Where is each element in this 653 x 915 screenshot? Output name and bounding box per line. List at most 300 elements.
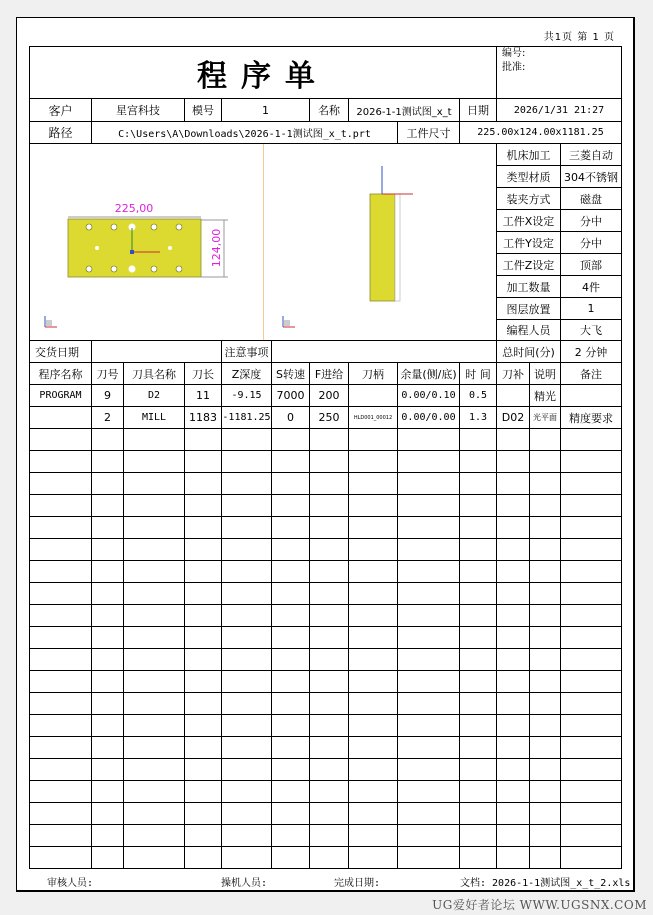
empty-cell[interactable] bbox=[309, 846, 349, 869]
empty-cell[interactable] bbox=[309, 692, 349, 715]
empty-cell[interactable] bbox=[560, 824, 622, 847]
empty-cell[interactable] bbox=[91, 560, 124, 583]
empty-cell[interactable] bbox=[529, 582, 561, 605]
empty-cell[interactable] bbox=[221, 824, 272, 847]
table-cell[interactable]: MILL bbox=[123, 406, 185, 429]
empty-cell[interactable] bbox=[29, 604, 92, 627]
empty-cell[interactable] bbox=[91, 516, 124, 539]
empty-cell[interactable] bbox=[123, 538, 185, 561]
empty-cell[interactable] bbox=[529, 846, 561, 869]
empty-cell[interactable] bbox=[348, 824, 398, 847]
empty-cell[interactable] bbox=[271, 582, 310, 605]
footer-document: 文档: 2026-1-1测试图_x_t_2.xls bbox=[460, 878, 631, 889]
empty-cell[interactable] bbox=[397, 692, 460, 715]
empty-cell[interactable] bbox=[184, 692, 222, 715]
empty-cell[interactable] bbox=[91, 758, 124, 781]
empty-cell[interactable] bbox=[529, 560, 561, 583]
empty-cell[interactable] bbox=[184, 714, 222, 737]
empty-cell[interactable] bbox=[397, 538, 460, 561]
table-cell[interactable]: 0 bbox=[271, 406, 310, 429]
empty-cell[interactable] bbox=[309, 604, 349, 627]
empty-cell[interactable] bbox=[221, 780, 272, 803]
empty-cell[interactable] bbox=[560, 780, 622, 803]
empty-cell[interactable] bbox=[123, 494, 185, 517]
empty-cell[interactable] bbox=[271, 714, 310, 737]
empty-cell[interactable] bbox=[397, 758, 460, 781]
empty-cell[interactable] bbox=[459, 472, 497, 495]
empty-cell[interactable] bbox=[560, 802, 622, 825]
empty-cell[interactable] bbox=[221, 604, 272, 627]
empty-cell[interactable] bbox=[29, 648, 92, 671]
table-cell[interactable]: PROGRAM bbox=[29, 384, 92, 407]
empty-cell[interactable] bbox=[496, 538, 530, 561]
empty-cell[interactable] bbox=[91, 846, 124, 869]
empty-cell[interactable] bbox=[397, 670, 460, 693]
empty-cell[interactable] bbox=[309, 824, 349, 847]
empty-cell[interactable] bbox=[348, 560, 398, 583]
empty-cell[interactable] bbox=[459, 780, 497, 803]
table-cell[interactable]: HLD001_00012 bbox=[348, 406, 398, 429]
empty-cell[interactable] bbox=[271, 472, 310, 495]
empty-cell[interactable] bbox=[529, 780, 561, 803]
empty-cell[interactable] bbox=[529, 472, 561, 495]
empty-cell[interactable] bbox=[348, 846, 398, 869]
empty-cell[interactable] bbox=[560, 846, 622, 869]
empty-cell[interactable] bbox=[560, 714, 622, 737]
empty-cell[interactable] bbox=[221, 582, 272, 605]
table-cell[interactable]: D02 bbox=[496, 406, 530, 429]
empty-cell[interactable] bbox=[560, 736, 622, 759]
empty-cell[interactable] bbox=[29, 538, 92, 561]
empty-cell[interactable] bbox=[560, 670, 622, 693]
empty-cell[interactable] bbox=[397, 824, 460, 847]
empty-cell[interactable] bbox=[560, 538, 622, 561]
empty-cell[interactable] bbox=[348, 692, 398, 715]
empty-cell[interactable] bbox=[123, 802, 185, 825]
empty-cell[interactable] bbox=[91, 450, 124, 473]
empty-cell[interactable] bbox=[221, 560, 272, 583]
empty-cell[interactable] bbox=[529, 824, 561, 847]
empty-cell[interactable] bbox=[271, 692, 310, 715]
empty-cell[interactable] bbox=[348, 428, 398, 451]
empty-cell[interactable] bbox=[29, 824, 92, 847]
empty-cell[interactable] bbox=[184, 846, 222, 869]
empty-cell[interactable] bbox=[459, 626, 497, 649]
empty-cell[interactable] bbox=[560, 758, 622, 781]
empty-cell[interactable] bbox=[123, 582, 185, 605]
empty-cell[interactable] bbox=[496, 648, 530, 671]
empty-cell[interactable] bbox=[91, 626, 124, 649]
table-cell[interactable] bbox=[560, 384, 622, 407]
empty-cell[interactable] bbox=[309, 450, 349, 473]
empty-cell[interactable] bbox=[123, 758, 185, 781]
empty-cell[interactable] bbox=[221, 670, 272, 693]
empty-cell[interactable] bbox=[309, 472, 349, 495]
prop-label: 装夹方式 bbox=[496, 187, 561, 210]
empty-cell[interactable] bbox=[529, 758, 561, 781]
empty-cell[interactable] bbox=[348, 494, 398, 517]
empty-cell[interactable] bbox=[459, 846, 497, 869]
empty-cell[interactable] bbox=[221, 450, 272, 473]
empty-cell[interactable] bbox=[529, 670, 561, 693]
column-header: F进给 bbox=[309, 362, 349, 385]
table-cell[interactable]: 光平面 bbox=[529, 406, 561, 429]
empty-cell[interactable] bbox=[309, 516, 349, 539]
empty-cell[interactable] bbox=[459, 736, 497, 759]
empty-cell[interactable] bbox=[123, 846, 185, 869]
empty-cell[interactable] bbox=[496, 692, 530, 715]
empty-cell[interactable] bbox=[496, 758, 530, 781]
empty-cell[interactable] bbox=[29, 670, 92, 693]
empty-cell[interactable] bbox=[184, 538, 222, 561]
empty-cell[interactable] bbox=[496, 780, 530, 803]
empty-cell[interactable] bbox=[221, 692, 272, 715]
empty-cell[interactable] bbox=[184, 780, 222, 803]
empty-cell[interactable] bbox=[496, 604, 530, 627]
empty-cell[interactable] bbox=[184, 604, 222, 627]
empty-cell[interactable] bbox=[309, 626, 349, 649]
empty-cell[interactable] bbox=[397, 428, 460, 451]
empty-cell[interactable] bbox=[348, 582, 398, 605]
empty-cell[interactable] bbox=[397, 494, 460, 517]
empty-cell[interactable] bbox=[348, 472, 398, 495]
table-cell[interactable] bbox=[348, 384, 398, 407]
empty-cell[interactable] bbox=[459, 824, 497, 847]
empty-cell[interactable] bbox=[459, 494, 497, 517]
empty-cell[interactable] bbox=[184, 560, 222, 583]
empty-cell[interactable] bbox=[184, 824, 222, 847]
empty-cell[interactable] bbox=[348, 516, 398, 539]
empty-cell[interactable] bbox=[397, 560, 460, 583]
page-indicator: 共1页 第 1 页 bbox=[543, 32, 615, 43]
empty-cell[interactable] bbox=[184, 758, 222, 781]
empty-cell[interactable] bbox=[348, 714, 398, 737]
empty-cell[interactable] bbox=[29, 692, 92, 715]
empty-cell[interactable] bbox=[309, 736, 349, 759]
empty-cell[interactable] bbox=[123, 560, 185, 583]
empty-cell[interactable] bbox=[459, 802, 497, 825]
empty-cell[interactable] bbox=[560, 692, 622, 715]
empty-cell[interactable] bbox=[348, 736, 398, 759]
empty-cell[interactable] bbox=[184, 736, 222, 759]
empty-cell[interactable] bbox=[560, 428, 622, 451]
table-cell[interactable]: 7000 bbox=[271, 384, 310, 407]
empty-cell[interactable] bbox=[348, 758, 398, 781]
empty-cell[interactable] bbox=[221, 538, 272, 561]
empty-cell[interactable] bbox=[271, 494, 310, 517]
empty-cell[interactable] bbox=[184, 516, 222, 539]
empty-cell[interactable] bbox=[29, 560, 92, 583]
empty-cell[interactable] bbox=[29, 582, 92, 605]
empty-cell[interactable] bbox=[560, 648, 622, 671]
empty-cell[interactable] bbox=[29, 472, 92, 495]
empty-cell[interactable] bbox=[529, 626, 561, 649]
empty-cell[interactable] bbox=[496, 714, 530, 737]
empty-cell[interactable] bbox=[221, 472, 272, 495]
empty-cell[interactable] bbox=[459, 648, 497, 671]
empty-cell[interactable] bbox=[529, 714, 561, 737]
table-cell[interactable]: 1183 bbox=[184, 406, 222, 429]
empty-cell[interactable] bbox=[459, 538, 497, 561]
axis-triad-right bbox=[283, 316, 295, 327]
drawing-area bbox=[29, 143, 497, 341]
table-cell[interactable]: 精度要求 bbox=[560, 406, 622, 429]
empty-cell[interactable] bbox=[459, 714, 497, 737]
empty-cell[interactable] bbox=[221, 846, 272, 869]
empty-cell[interactable] bbox=[529, 692, 561, 715]
empty-cell[interactable] bbox=[560, 494, 622, 517]
table-cell[interactable] bbox=[496, 384, 530, 407]
empty-cell[interactable] bbox=[184, 494, 222, 517]
empty-cell[interactable] bbox=[459, 560, 497, 583]
empty-cell[interactable] bbox=[271, 626, 310, 649]
empty-cell[interactable] bbox=[397, 846, 460, 869]
empty-cell[interactable] bbox=[221, 714, 272, 737]
empty-cell[interactable] bbox=[529, 494, 561, 517]
empty-cell[interactable] bbox=[221, 516, 272, 539]
empty-cell[interactable] bbox=[271, 846, 310, 869]
empty-cell[interactable] bbox=[29, 758, 92, 781]
empty-cell[interactable] bbox=[123, 428, 185, 451]
empty-cell[interactable] bbox=[397, 626, 460, 649]
empty-cell[interactable] bbox=[496, 824, 530, 847]
empty-cell[interactable] bbox=[123, 648, 185, 671]
name-label: 名称 bbox=[309, 98, 349, 122]
empty-cell[interactable] bbox=[271, 670, 310, 693]
table-cell[interactable]: 0.00/0.00 bbox=[397, 406, 460, 429]
empty-cell[interactable] bbox=[560, 604, 622, 627]
empty-cell[interactable] bbox=[123, 626, 185, 649]
empty-cell[interactable] bbox=[529, 538, 561, 561]
empty-cell[interactable] bbox=[29, 736, 92, 759]
empty-cell[interactable] bbox=[496, 670, 530, 693]
empty-cell[interactable] bbox=[397, 780, 460, 803]
empty-cell[interactable] bbox=[123, 472, 185, 495]
empty-cell[interactable] bbox=[397, 736, 460, 759]
empty-cell[interactable] bbox=[29, 846, 92, 869]
empty-cell[interactable] bbox=[496, 736, 530, 759]
empty-cell[interactable] bbox=[496, 428, 530, 451]
delivery-value[interactable] bbox=[91, 340, 222, 363]
empty-cell[interactable] bbox=[496, 846, 530, 869]
empty-cell[interactable] bbox=[184, 670, 222, 693]
table-cell[interactable]: 0.5 bbox=[459, 384, 497, 407]
empty-cell[interactable] bbox=[29, 714, 92, 737]
empty-cell[interactable] bbox=[91, 714, 124, 737]
empty-cell[interactable] bbox=[184, 802, 222, 825]
empty-cell[interactable] bbox=[529, 604, 561, 627]
empty-cell[interactable] bbox=[123, 824, 185, 847]
empty-cell[interactable] bbox=[348, 538, 398, 561]
empty-cell[interactable] bbox=[348, 802, 398, 825]
empty-cell[interactable] bbox=[184, 626, 222, 649]
empty-cell[interactable] bbox=[560, 450, 622, 473]
empty-cell[interactable] bbox=[496, 450, 530, 473]
empty-cell[interactable] bbox=[529, 802, 561, 825]
empty-cell[interactable] bbox=[309, 714, 349, 737]
table-cell[interactable]: -9.15 bbox=[221, 384, 272, 407]
empty-cell[interactable] bbox=[221, 648, 272, 671]
empty-cell[interactable] bbox=[184, 472, 222, 495]
empty-cell[interactable] bbox=[29, 780, 92, 803]
empty-cell[interactable] bbox=[221, 494, 272, 517]
empty-cell[interactable] bbox=[221, 428, 272, 451]
empty-cell[interactable] bbox=[348, 626, 398, 649]
empty-cell[interactable] bbox=[496, 472, 530, 495]
empty-cell[interactable] bbox=[560, 626, 622, 649]
table-cell[interactable] bbox=[29, 406, 92, 429]
empty-cell[interactable] bbox=[397, 450, 460, 473]
empty-cell[interactable] bbox=[397, 582, 460, 605]
empty-cell[interactable] bbox=[221, 758, 272, 781]
empty-cell[interactable] bbox=[29, 450, 92, 473]
empty-cell[interactable] bbox=[560, 560, 622, 583]
empty-cell[interactable] bbox=[309, 670, 349, 693]
empty-cell[interactable] bbox=[91, 648, 124, 671]
empty-cell[interactable] bbox=[459, 758, 497, 781]
empty-cell[interactable] bbox=[496, 494, 530, 517]
empty-cell[interactable] bbox=[271, 560, 310, 583]
empty-cell[interactable] bbox=[29, 494, 92, 517]
empty-cell[interactable] bbox=[91, 538, 124, 561]
empty-cell[interactable] bbox=[309, 494, 349, 517]
empty-cell[interactable] bbox=[309, 538, 349, 561]
empty-cell[interactable] bbox=[397, 648, 460, 671]
empty-cell[interactable] bbox=[560, 516, 622, 539]
empty-cell[interactable] bbox=[123, 450, 185, 473]
empty-cell[interactable] bbox=[348, 648, 398, 671]
empty-cell[interactable] bbox=[309, 802, 349, 825]
table-cell[interactable]: 250 bbox=[309, 406, 349, 429]
empty-cell[interactable] bbox=[496, 560, 530, 583]
empty-cell[interactable] bbox=[221, 626, 272, 649]
empty-cell[interactable] bbox=[91, 604, 124, 627]
column-header: 刀长 bbox=[184, 362, 222, 385]
empty-cell[interactable] bbox=[123, 736, 185, 759]
empty-cell[interactable] bbox=[91, 736, 124, 759]
empty-cell[interactable] bbox=[271, 516, 310, 539]
empty-cell[interactable] bbox=[529, 450, 561, 473]
empty-cell[interactable] bbox=[91, 494, 124, 517]
empty-cell[interactable] bbox=[309, 648, 349, 671]
empty-cell[interactable] bbox=[91, 582, 124, 605]
empty-cell[interactable] bbox=[91, 670, 124, 693]
empty-cell[interactable] bbox=[221, 736, 272, 759]
empty-cell[interactable] bbox=[348, 670, 398, 693]
table-cell[interactable]: D2 bbox=[123, 384, 185, 407]
empty-cell[interactable] bbox=[271, 736, 310, 759]
empty-cell[interactable] bbox=[529, 516, 561, 539]
empty-cell[interactable] bbox=[348, 780, 398, 803]
empty-cell[interactable] bbox=[496, 516, 530, 539]
empty-cell[interactable] bbox=[91, 780, 124, 803]
empty-cell[interactable] bbox=[271, 780, 310, 803]
empty-cell[interactable] bbox=[459, 692, 497, 715]
empty-cell[interactable] bbox=[271, 450, 310, 473]
empty-cell[interactable] bbox=[123, 692, 185, 715]
empty-cell[interactable] bbox=[184, 428, 222, 451]
empty-cell[interactable] bbox=[271, 538, 310, 561]
empty-cell[interactable] bbox=[271, 428, 310, 451]
empty-cell[interactable] bbox=[397, 516, 460, 539]
empty-cell[interactable] bbox=[123, 714, 185, 737]
empty-cell[interactable] bbox=[397, 714, 460, 737]
empty-cell[interactable] bbox=[496, 802, 530, 825]
empty-cell[interactable] bbox=[29, 516, 92, 539]
empty-cell[interactable] bbox=[271, 802, 310, 825]
empty-cell[interactable] bbox=[123, 780, 185, 803]
empty-cell[interactable] bbox=[29, 626, 92, 649]
empty-cell[interactable] bbox=[221, 802, 272, 825]
empty-cell[interactable] bbox=[271, 824, 310, 847]
empty-cell[interactable] bbox=[397, 802, 460, 825]
empty-cell[interactable] bbox=[309, 582, 349, 605]
empty-cell[interactable] bbox=[459, 428, 497, 451]
empty-cell[interactable] bbox=[560, 582, 622, 605]
empty-cell[interactable] bbox=[496, 582, 530, 605]
empty-cell[interactable] bbox=[91, 692, 124, 715]
table-cell[interactable]: 9 bbox=[91, 384, 124, 407]
empty-cell[interactable] bbox=[91, 824, 124, 847]
empty-cell[interactable] bbox=[529, 648, 561, 671]
empty-cell[interactable] bbox=[123, 670, 185, 693]
notes-value[interactable] bbox=[271, 340, 497, 363]
table-cell[interactable]: 200 bbox=[309, 384, 349, 407]
prop-label: 图层放置 bbox=[496, 297, 561, 320]
empty-cell[interactable] bbox=[29, 802, 92, 825]
empty-cell[interactable] bbox=[459, 516, 497, 539]
empty-cell[interactable] bbox=[184, 648, 222, 671]
empty-cell[interactable] bbox=[91, 472, 124, 495]
empty-cell[interactable] bbox=[184, 582, 222, 605]
empty-cell[interactable] bbox=[397, 472, 460, 495]
empty-cell[interactable] bbox=[271, 604, 310, 627]
empty-cell[interactable] bbox=[309, 560, 349, 583]
empty-cell[interactable] bbox=[309, 758, 349, 781]
empty-cell[interactable] bbox=[91, 428, 124, 451]
empty-cell[interactable] bbox=[271, 758, 310, 781]
empty-cell[interactable] bbox=[459, 604, 497, 627]
empty-cell[interactable] bbox=[309, 780, 349, 803]
table-cell[interactable]: 精光 bbox=[529, 384, 561, 407]
empty-cell[interactable] bbox=[91, 802, 124, 825]
empty-cell[interactable] bbox=[459, 582, 497, 605]
empty-cell[interactable] bbox=[397, 604, 460, 627]
table-cell[interactable]: 0.00/0.10 bbox=[397, 384, 460, 407]
prop-value: 1 bbox=[560, 297, 622, 320]
empty-cell[interactable] bbox=[529, 736, 561, 759]
empty-cell[interactable] bbox=[29, 428, 92, 451]
empty-cell[interactable] bbox=[496, 626, 530, 649]
table-cell[interactable]: 2 bbox=[91, 406, 124, 429]
table-cell[interactable]: 11 bbox=[184, 384, 222, 407]
empty-cell[interactable] bbox=[348, 604, 398, 627]
empty-cell[interactable] bbox=[348, 450, 398, 473]
column-header: 备注 bbox=[560, 362, 622, 385]
empty-cell[interactable] bbox=[459, 450, 497, 473]
empty-cell[interactable] bbox=[459, 670, 497, 693]
table-cell[interactable]: 1.3 bbox=[459, 406, 497, 429]
empty-cell[interactable] bbox=[123, 604, 185, 627]
empty-cell[interactable] bbox=[271, 648, 310, 671]
empty-cell[interactable] bbox=[309, 428, 349, 451]
empty-cell[interactable] bbox=[529, 428, 561, 451]
empty-cell[interactable] bbox=[184, 450, 222, 473]
table-cell[interactable]: -1181.25 bbox=[221, 406, 272, 429]
empty-cell[interactable] bbox=[560, 472, 622, 495]
footer-reviewer: 审核人员: bbox=[47, 878, 94, 889]
empty-cell[interactable] bbox=[123, 516, 185, 539]
